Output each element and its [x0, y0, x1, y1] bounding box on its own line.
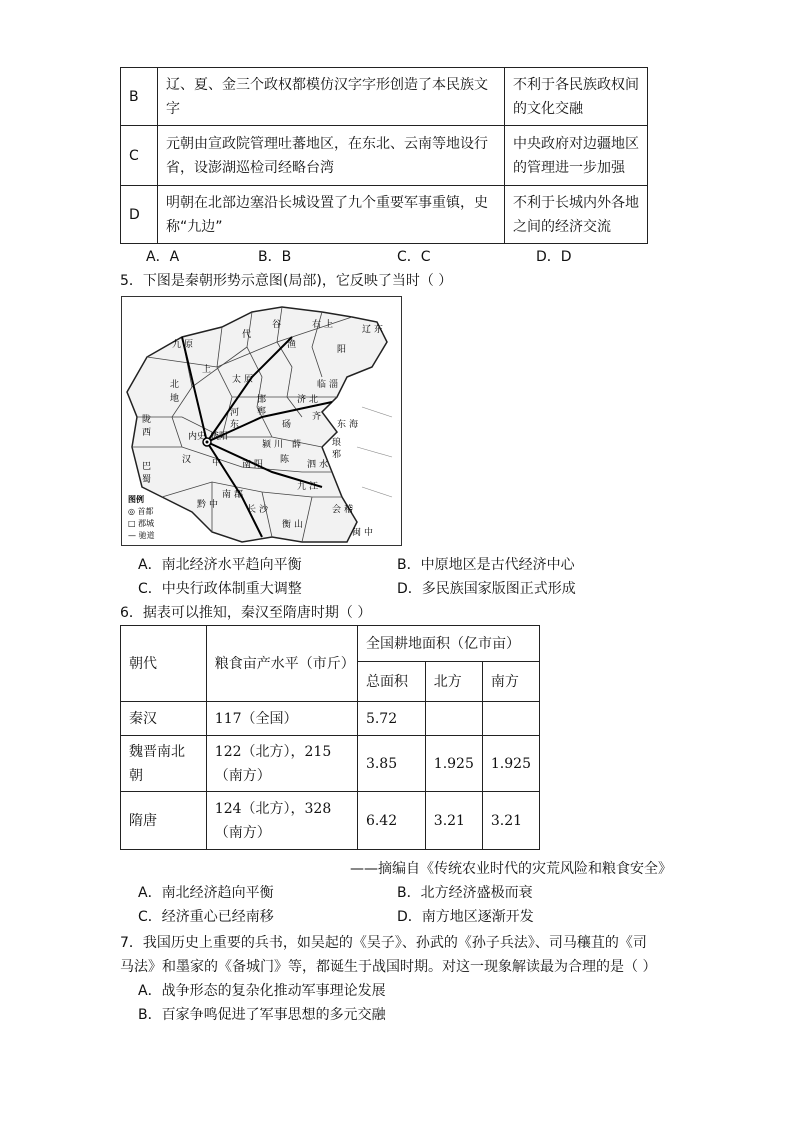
map-label: 海	[349, 420, 359, 430]
qin-map	[121, 296, 402, 546]
map-label: 水	[319, 460, 329, 470]
table-row	[121, 126, 648, 186]
map-label: 上	[324, 320, 334, 330]
map-label: 汉	[182, 455, 192, 465]
map-label: 邪	[332, 450, 342, 460]
eval-cell: 不利于长城内外各地之间的经济交流	[505, 186, 648, 244]
table-row	[121, 736, 540, 792]
map-label: 陈	[280, 455, 290, 465]
map-label: 谷	[272, 320, 282, 330]
q4-option-d[interactable]: D．D	[536, 249, 572, 265]
option-cell: D	[121, 186, 158, 244]
map-label: 砀	[282, 420, 292, 430]
map-label: 泗	[307, 460, 317, 470]
map-label: 阳	[337, 345, 347, 355]
map-label: 陇	[142, 415, 152, 425]
map-label: 中	[364, 528, 374, 538]
map-label: 郸	[257, 407, 267, 417]
map-label: 济	[297, 395, 307, 405]
table-row	[121, 792, 540, 850]
cell-yield: 117（全国）	[206, 702, 357, 736]
legend-item: — 驰道	[128, 531, 155, 540]
q7-option-b[interactable]: B．百家争鸣促进了军事思想的多元交融	[138, 1007, 386, 1023]
q4-table	[120, 67, 648, 244]
option-cell: C	[121, 126, 158, 186]
header-north: 北方	[425, 662, 482, 702]
q5-option-c[interactable]: C．中央行政体制重大调整	[138, 581, 302, 597]
header-area: 全国耕地面积（亿市亩）	[357, 626, 539, 662]
map-label: 中	[209, 500, 219, 510]
content-cell: 辽、夏、金三个政权都模仿汉字字形创造了本民族文字	[158, 68, 505, 126]
map-label: 淄	[329, 380, 339, 390]
q6-stem: 6．据表可以推知，秦汉至隋唐时期（ ）	[120, 605, 372, 621]
content-cell: 元朝由宣政院管理吐蕃地区，在东北、云南等地设行省，设澎湖巡检司经略台湾	[158, 126, 505, 186]
map-label: 东	[230, 420, 240, 430]
q4-option-c[interactable]: C．C	[397, 249, 431, 265]
map-label: 北	[309, 395, 319, 405]
legend-item: □ 郡城	[128, 519, 155, 528]
map-label: 代	[242, 330, 252, 340]
map-label: 蜀	[142, 475, 152, 485]
map-label: 东	[337, 420, 347, 430]
q6-option-d[interactable]: D．南方地区逐渐开发	[397, 909, 534, 925]
q4-option-a[interactable]: A．A	[146, 249, 180, 265]
table-row	[121, 702, 540, 736]
map-label: 原	[244, 375, 254, 385]
map-label: 东	[374, 325, 384, 335]
map-label: 江	[309, 482, 319, 492]
cell-north	[425, 702, 482, 736]
map-label: 黔	[197, 500, 207, 510]
map-label: 邯	[257, 395, 267, 405]
map-label: 太	[232, 375, 242, 385]
cell-dynasty: 魏晋南北朝	[121, 736, 207, 792]
map-label: 九	[297, 482, 307, 492]
cell-total: 3.85	[357, 736, 425, 792]
map-label: 渔	[287, 340, 297, 350]
cell-yield: 122（北方），215（南方）	[206, 736, 357, 792]
q6-table	[120, 625, 540, 850]
map-label: 咸阳	[210, 432, 229, 442]
q4-option-b[interactable]: B．B	[258, 249, 292, 265]
header-total: 总面积	[357, 662, 425, 702]
map-label: 衡	[282, 520, 292, 530]
map-label: 北	[170, 380, 180, 390]
content-cell: 明朝在北部边塞沿长城设置了九个重要军事重镇，史称“九边”	[158, 186, 505, 244]
table-row	[121, 626, 540, 662]
q5-option-b[interactable]: B．中原地区是古代经济中心	[397, 557, 575, 573]
cell-total: 6.42	[357, 792, 425, 850]
map-label: 南	[222, 490, 232, 500]
q7-stem-line1: 7．我国历史上重要的兵书，如吴起的《吴子》、孙武的《孙子兵法》、司马穰苴的《司	[120, 935, 647, 951]
header-south: 南方	[482, 662, 539, 702]
map-label: 地	[170, 394, 180, 404]
option-cell: B	[121, 68, 158, 126]
map-label: 中	[212, 458, 222, 468]
cell-north: 1.925	[425, 736, 482, 792]
map-label: 南	[242, 460, 252, 470]
map-label: 河	[230, 408, 240, 418]
q7-stem-line2: 马法》和墨家的《备城门》等，都诞生于战国时期。对这一现象解读最为合理的是（ ）	[120, 959, 657, 975]
map-label: 稽	[344, 505, 354, 515]
cell-yield: 124（北方），328（南方）	[206, 792, 357, 850]
map-label: 沙	[259, 505, 269, 515]
header-yield: 粮食亩产水平（市斤）	[206, 626, 357, 702]
map-label: 会	[332, 505, 342, 515]
eval-cell: 不利于各民族政权间的文化交融	[505, 68, 648, 126]
map-label: 齐	[312, 412, 322, 422]
table-row	[121, 186, 648, 244]
legend-title: 图例	[128, 495, 144, 504]
cell-south: 3.21	[482, 792, 539, 850]
map-label: 内史	[188, 432, 207, 442]
legend-item: ◎ 首都	[128, 507, 154, 516]
map-label: 琅	[332, 438, 342, 448]
eval-cell: 中央政府对边疆地区的管理进一步加强	[505, 126, 648, 186]
q6-source: ——摘编自《传统农业时代的灾荒风险和粮食安全》	[350, 861, 672, 877]
map-label: 长	[247, 505, 257, 515]
map-label: 薛	[292, 440, 302, 450]
map-label: 巴	[142, 462, 152, 472]
q6-option-c[interactable]: C．经济重心已经南移	[138, 909, 274, 925]
map-label: 西	[142, 428, 152, 438]
cell-north: 3.21	[425, 792, 482, 850]
map-label: 右	[312, 320, 322, 330]
table-row	[121, 68, 648, 126]
map-label: 原	[184, 340, 194, 350]
map-label: 九	[172, 340, 182, 350]
q6-option-a[interactable]: A．南北经济趋向平衡	[138, 885, 274, 901]
map-label: 川	[274, 440, 284, 450]
map-label: 临	[317, 380, 327, 390]
q5-option-d[interactable]: D．多民族国家版图正式形成	[397, 581, 576, 597]
cell-dynasty: 秦汉	[121, 702, 207, 736]
cell-total: 5.72	[357, 702, 425, 736]
q5-option-a[interactable]: A．南北经济水平趋向平衡	[138, 557, 302, 573]
map-label: 颍	[262, 440, 272, 450]
map-label: 辽	[362, 325, 372, 335]
map-label: 闽	[352, 528, 362, 538]
q6-option-b[interactable]: B．北方经济盛极而衰	[397, 885, 533, 901]
cell-south: 1.925	[482, 736, 539, 792]
map-label: 郡	[234, 490, 244, 500]
q7-option-a[interactable]: A．战争形态的复杂化推动军事理论发展	[138, 983, 386, 999]
map-label: 山	[294, 520, 304, 530]
map-label: 阳	[254, 460, 264, 470]
header-dynasty: 朝代	[121, 626, 207, 702]
map-graphic	[122, 297, 401, 545]
cell-south	[482, 702, 539, 736]
cell-dynasty: 隋唐	[121, 792, 207, 850]
q5-stem: 5．下图是秦朝形势示意图(局部)，它反映了当时（ ）	[120, 273, 453, 289]
map-label: 上	[202, 365, 212, 375]
